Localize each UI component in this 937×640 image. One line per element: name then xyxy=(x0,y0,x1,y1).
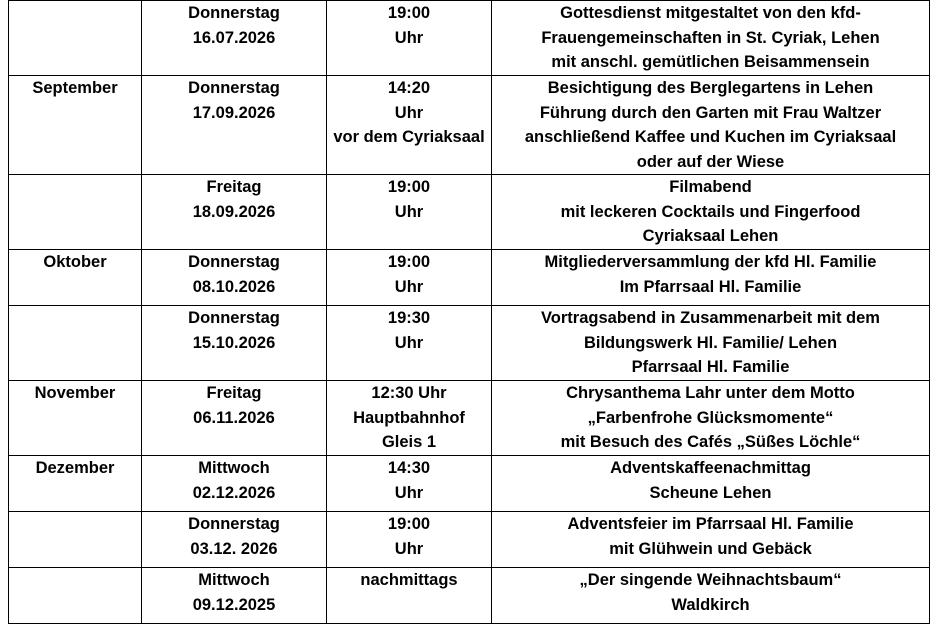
time-line: Hauptbahnhof xyxy=(353,408,465,427)
date: 03.12. 2026 xyxy=(190,539,278,558)
date: 08.10.2026 xyxy=(192,277,276,296)
event-cell xyxy=(492,175,930,250)
time-line: Uhr xyxy=(394,103,424,122)
table-row xyxy=(9,512,930,568)
time-line: 14:30 xyxy=(387,459,431,477)
date: 09.12.2025 xyxy=(192,595,276,614)
weekday: Donnerstag xyxy=(188,253,280,271)
weekday: Freitag xyxy=(206,384,262,402)
event-line: Chrysanthema Lahr unter dem Motto xyxy=(566,384,855,402)
event-cell xyxy=(492,250,930,306)
date: 02.12.2026 xyxy=(192,483,276,502)
event-line: anschließend Kaffee und Kuchen im Cyriaksaal xyxy=(524,128,897,146)
table-row xyxy=(9,381,930,456)
time-line: 19:00 xyxy=(387,4,431,22)
time-line: Uhr xyxy=(394,483,424,502)
month-cell: Oktober xyxy=(9,250,142,306)
event-line: Bildungswerk Hl. Familie/ Lehen xyxy=(583,333,838,352)
time-line: Uhr xyxy=(394,202,424,221)
date-cell xyxy=(142,568,327,624)
event-line: mit Besuch des Cafés „Süßes Löchle“ xyxy=(560,433,861,451)
time-cell xyxy=(327,76,492,175)
time-line: 19:00 xyxy=(387,253,431,271)
date-cell xyxy=(142,306,327,381)
event-line: Adventskaffeenachmittag xyxy=(610,459,811,477)
time-line: Gleis 1 xyxy=(381,433,437,451)
table-row xyxy=(9,456,930,512)
event-line: Führung durch den Garten mit Frau Waltzer xyxy=(539,103,882,122)
event-line: Filmabend xyxy=(669,178,752,196)
month-cell: November xyxy=(9,381,142,456)
event-line: Vortragsabend in Zusammenarbeit mit dem xyxy=(541,309,880,327)
table-row xyxy=(9,175,930,250)
month-cell xyxy=(9,568,142,624)
table-row xyxy=(9,568,930,624)
time-cell xyxy=(327,306,492,381)
date: 15.10.2026 xyxy=(192,333,276,352)
event-line: Adventsfeier im Pfarrsaal Hl. Familie xyxy=(567,515,854,533)
event-line: Gottesdienst mitgestaltet von den kfd- xyxy=(560,4,861,22)
event-line: „Farbenfrohe Glücksmomente“ xyxy=(587,408,834,427)
date: 06.11.2026 xyxy=(193,408,275,427)
event-line: Cyriaksaal Lehen xyxy=(642,227,779,245)
time-line: Uhr xyxy=(394,539,424,558)
month-cell: September xyxy=(9,76,142,175)
month-cell xyxy=(9,306,142,381)
time-cell xyxy=(327,175,492,250)
date: 18.09.2026 xyxy=(192,202,276,221)
table-row xyxy=(9,1,930,76)
event-line: Im Pfarrsaal Hl. Familie xyxy=(619,277,802,296)
time-line: Uhr xyxy=(394,277,424,296)
event-line: Frauengemeinschaften in St. Cyriak, Lehen xyxy=(541,28,880,47)
weekday: Donnerstag xyxy=(188,309,280,327)
time-line: Uhr xyxy=(394,28,424,47)
event-line: Mitgliederversammlung der kfd Hl. Familie xyxy=(544,253,877,271)
table-row xyxy=(9,250,930,306)
date-cell xyxy=(142,250,327,306)
date-cell xyxy=(142,1,327,76)
time-cell xyxy=(327,568,492,624)
event-cell xyxy=(492,306,930,381)
event-line: mit anschl. gemütlichen Beisammensein xyxy=(551,53,870,71)
time-cell xyxy=(327,381,492,456)
date: 16.07.2026 xyxy=(192,28,276,47)
date: 17.09.2026 xyxy=(192,103,276,122)
event-line: mit leckeren Cocktails und Fingerfood xyxy=(560,202,861,221)
month-cell xyxy=(9,175,142,250)
event-cell xyxy=(492,456,930,512)
weekday: Donnerstag xyxy=(188,4,280,22)
event-line: Pfarrsaal Hl. Familie xyxy=(631,358,790,376)
time-cell xyxy=(327,250,492,306)
event-line: mit Glühwein und Gebäck xyxy=(609,539,812,558)
weekday: Freitag xyxy=(206,178,262,196)
month-cell xyxy=(9,512,142,568)
event-cell xyxy=(492,512,930,568)
time-cell xyxy=(327,456,492,512)
weekday: Mittwoch xyxy=(198,571,270,589)
time-line: 14:20 xyxy=(387,79,431,97)
event-cell xyxy=(492,76,930,175)
table-row xyxy=(9,76,930,175)
month-cell: Dezember xyxy=(9,456,142,512)
time-line: 19:00 xyxy=(387,178,431,196)
time-line: 12:30 Uhr xyxy=(371,384,447,402)
time-line: Uhr xyxy=(394,333,424,352)
date-cell xyxy=(142,512,327,568)
event-line: Scheune Lehen xyxy=(649,483,772,502)
time-cell xyxy=(327,512,492,568)
date-cell xyxy=(142,381,327,456)
table-row xyxy=(9,306,930,381)
event-cell xyxy=(492,1,930,76)
event-cell xyxy=(492,568,930,624)
event-cell xyxy=(492,381,930,456)
weekday: Donnerstag xyxy=(188,515,280,533)
month-cell xyxy=(9,1,142,76)
event-line: oder auf der Wiese xyxy=(636,152,785,171)
time-line: nachmittags xyxy=(360,571,458,589)
event-line: „Der singende Weihnachtsbaum“ xyxy=(579,571,842,589)
date-cell xyxy=(142,76,327,175)
event-line: Waldkirch xyxy=(671,595,750,614)
time-line: vor dem Cyriaksaal xyxy=(333,128,485,146)
time-cell xyxy=(327,1,492,76)
event-line: Besichtigung des Berglegartens in Lehen xyxy=(547,79,874,97)
date-cell xyxy=(142,175,327,250)
time-line: 19:00 xyxy=(387,515,431,533)
date-cell xyxy=(142,456,327,512)
event-schedule-table xyxy=(8,0,930,624)
time-line: 19:30 xyxy=(387,309,431,327)
weekday: Donnerstag xyxy=(188,79,280,97)
weekday: Mittwoch xyxy=(198,459,270,477)
schedule-page xyxy=(8,0,929,640)
